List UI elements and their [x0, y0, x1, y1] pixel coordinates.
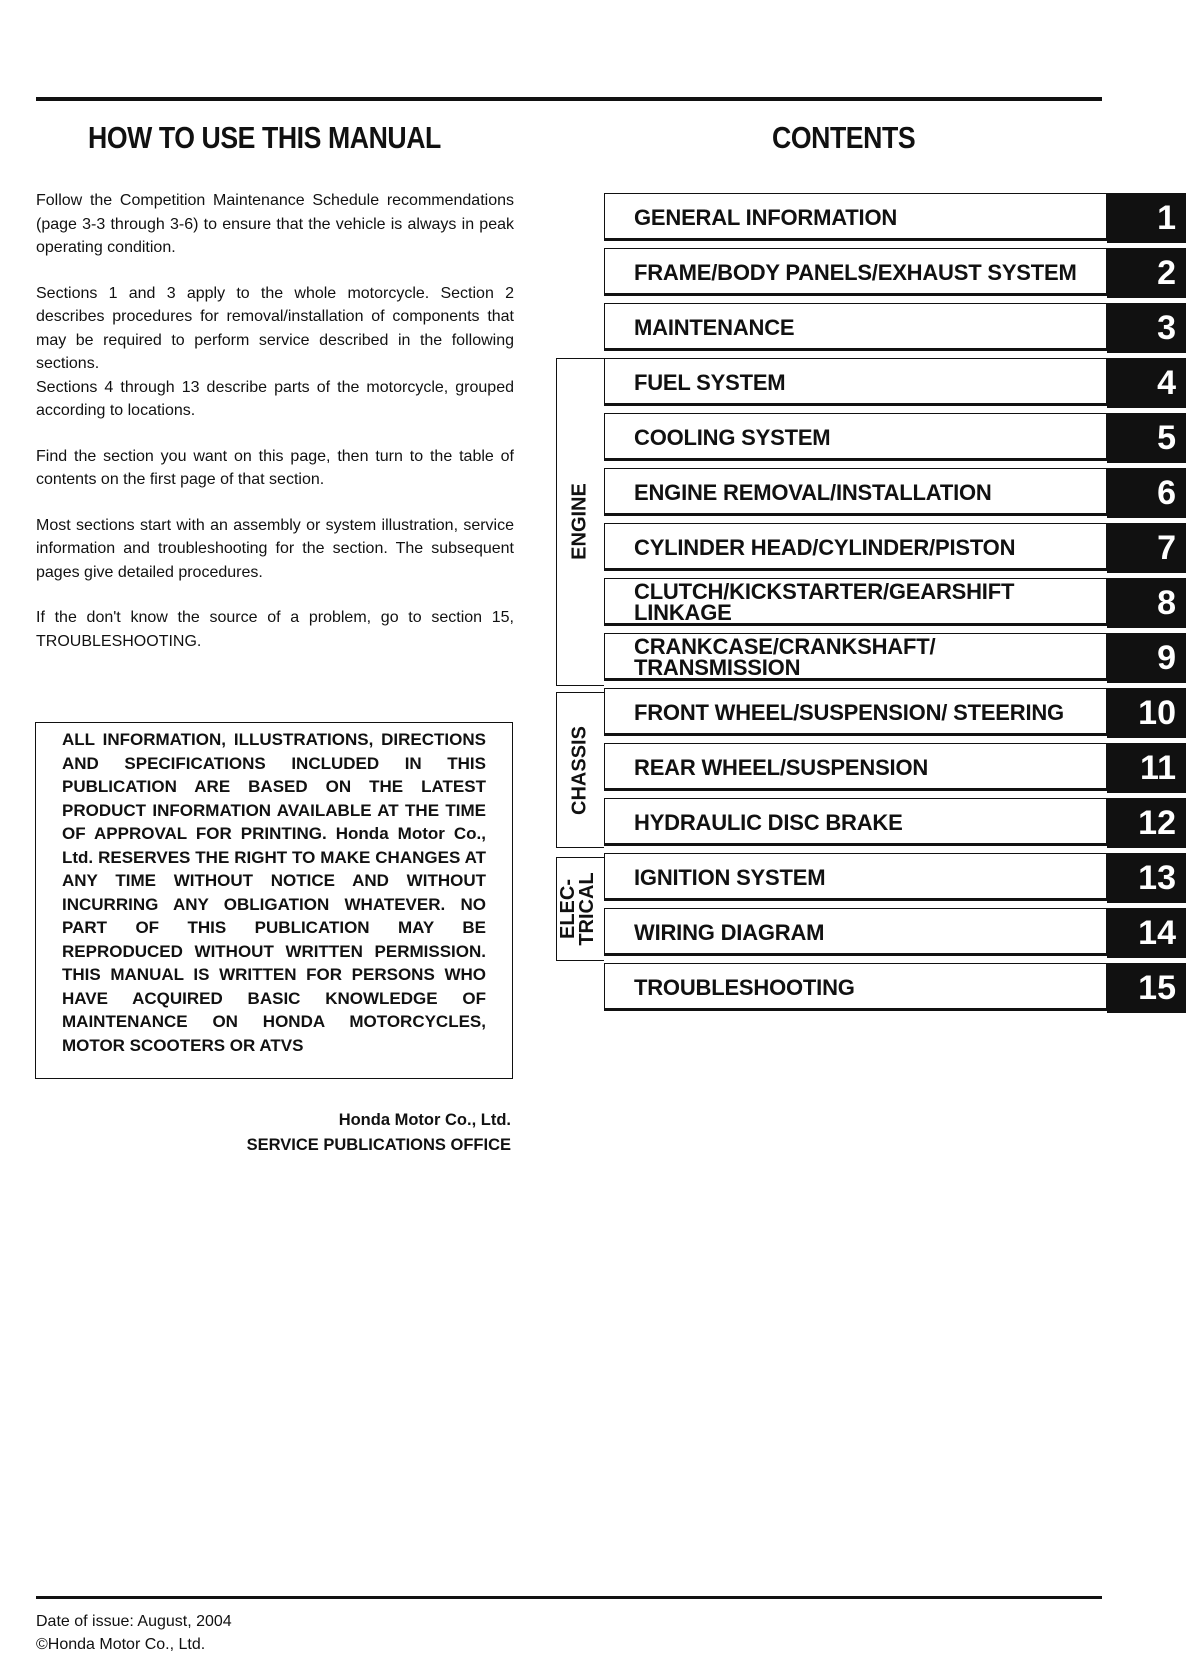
toc-label: REAR WHEEL/SUSPENSION — [634, 754, 929, 780]
intro-paragraph: Find the section you want on this page, then turn to the table of contents on the first page of that section. — [36, 447, 514, 488]
toc-label: ENGINE REMOVAL/INSTALLATION — [634, 479, 992, 505]
toc-label: COOLING SYSTEM — [634, 424, 831, 450]
issue-date: Date of issue: August, 2004 — [36, 1613, 232, 1630]
toc-label: CYLINDER HEAD/CYLINDER/PISTON — [634, 534, 1016, 560]
toc-item-troubleshooting[interactable] — [604, 963, 1186, 1013]
toc-item-crankcase[interactable] — [604, 633, 1186, 683]
publisher-office: SERVICE PUBLICATIONS OFFICE — [246, 1135, 511, 1154]
toc-section-number: 10 — [1107, 688, 1186, 738]
toc-section-number: 7 — [1107, 523, 1186, 573]
toc-section-number: 2 — [1107, 248, 1186, 298]
toc-section-number: 9 — [1107, 633, 1186, 683]
toc-item-maintenance[interactable] — [604, 303, 1186, 353]
legal-notice-box: ALL INFORMATION, ILLUSTRATIONS, DIRECTIONS AND SPECIFICATIONS INCLUDED IN THIS PUBLICATION ARE BASED ON THE LATEST PRODUCT INFORMATION AVAILABLE AT THE TIME OF APPROVAL FOR PRINTING. Honda Motor Co., Ltd. RESERVES THE RIGHT TO MAKE CHANGES AT ANY TIME WITHOUT NOTICE AND WITHOUT INCURRING ANY OBLIGATION WHATEVER. NO PART OF THIS PUBLICATION MAY BE REPRODUCED WITHOUT WRITTEN PERMISSION. THIS MANUAL IS WRITTEN FOR PERSONS WHO HAVE ACQUIRED BASIC KNOWLEDGE OF MAINTENANCE ON HONDA MOTORCYCLES, MOTOR SCOOTERS OR ATVS — [35, 722, 513, 1079]
toc-label: CLUTCH/KICKSTARTER/GEARSHIFT LINKAGE — [634, 579, 1015, 625]
intro-paragraph: If the don't know the source of a problem, go to section 15, TROUBLESHOOTING. — [36, 609, 514, 650]
intro-paragraph: Sections 4 through 13 describe parts of the motorcycle, grouped according to locations. — [36, 378, 514, 419]
toc-label: FRAME/BODY PANELS/EXHAUST SYSTEM — [634, 259, 1077, 285]
top-rule — [36, 97, 1102, 101]
bottom-rule — [36, 1596, 1102, 1599]
toc-item-engine-removal[interactable] — [604, 468, 1186, 518]
toc-section-number: 11 — [1107, 743, 1186, 793]
publisher-company: Honda Motor Co., Ltd. — [338, 1111, 511, 1129]
electrical-label-line: TRICAL — [576, 872, 598, 946]
toc-item-clutch-kickstarter[interactable] — [604, 578, 1186, 628]
toc-section-number: 12 — [1107, 798, 1186, 848]
toc-item-fuel-system[interactable] — [604, 358, 1186, 408]
toc-label: WIRING DIAGRAM — [634, 919, 825, 945]
toc-section-number: 13 — [1107, 853, 1186, 903]
toc-item-cylinder-head[interactable] — [604, 523, 1186, 573]
toc-item-hydraulic-disc-brake[interactable] — [604, 798, 1186, 848]
toc-section-number: 14 — [1107, 908, 1186, 958]
toc-section-number: 8 — [1107, 578, 1186, 628]
toc-section-number: 4 — [1107, 358, 1186, 408]
toc-item-general-information[interactable] — [604, 193, 1186, 243]
toc-label: CRANKCASE/CRANKSHAFT/ TRANSMISSION — [634, 634, 936, 680]
electrical-group-label — [559, 859, 601, 959]
toc-label: FUEL SYSTEM — [634, 369, 786, 395]
electrical-label-line: ELEC- — [557, 879, 579, 939]
toc-section-number: 6 — [1107, 468, 1186, 518]
engine-group-label: ENGINE — [568, 483, 591, 560]
toc-item-wiring-diagram[interactable] — [604, 908, 1186, 958]
toc-item-rear-wheel[interactable] — [604, 743, 1186, 793]
toc-item-cooling-system[interactable] — [604, 413, 1186, 463]
page-footer — [36, 1610, 232, 1656]
chassis-group-label: CHASSIS — [568, 726, 591, 815]
toc-section-number: 5 — [1107, 413, 1186, 463]
toc-item-frame-body-panels[interactable] — [604, 248, 1186, 298]
toc-label: TROUBLESHOOTING — [634, 974, 855, 1000]
toc-label: GENERAL INFORMATION — [634, 204, 898, 230]
toc-item-ignition-system[interactable] — [604, 853, 1186, 903]
intro-paragraph: Sections 1 and 3 apply to the whole motorcycle. Section 2 describes procedures for removal/installation of components that may be required to perform service described in the following sections. — [36, 284, 514, 372]
intro-paragraph: Follow the Competition Maintenance Schedule recommendations (page 3-3 through 3-6) to ensure that the vehicle is always in peak operating condition. — [36, 192, 514, 256]
toc-label: FRONT WHEEL/SUSPENSION/ STEERING — [634, 699, 1064, 725]
copyright-notice: ©Honda Motor Co., Ltd. — [36, 1636, 206, 1653]
toc-section-number: 1 — [1107, 193, 1186, 243]
usage-instructions — [36, 189, 514, 675]
intro-paragraph: Most sections start with an assembly or system illustration, service information and troubleshooting for the section. The subsequent pages give detailed procedures. — [36, 516, 514, 581]
toc-label: IGNITION SYSTEM — [634, 864, 826, 890]
publisher-signature — [247, 1108, 511, 1157]
toc-section-number: 3 — [1107, 303, 1186, 353]
contents-title: CONTENTS — [772, 120, 916, 155]
toc-section-number: 15 — [1107, 963, 1186, 1013]
toc-item-front-wheel[interactable] — [604, 688, 1186, 738]
toc-label: MAINTENANCE — [634, 314, 795, 340]
manual-usage-title: HOW TO USE THIS MANUAL — [88, 120, 441, 155]
toc-label: HYDRAULIC DISC BRAKE — [634, 809, 903, 835]
